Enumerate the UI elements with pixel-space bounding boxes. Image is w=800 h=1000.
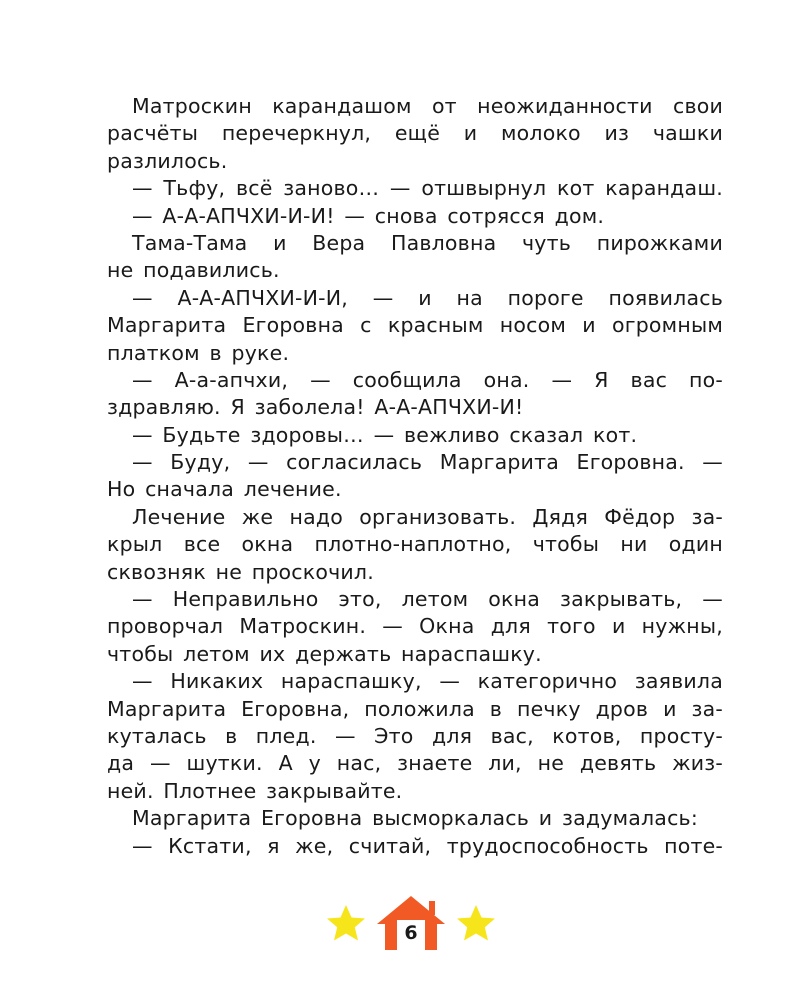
text-line: Маргарита Егоровна с красным носом и огромным: [107, 313, 723, 338]
text-line: — Никаких нараспашку, — категорично заявила: [132, 669, 723, 694]
text-line: Маргарита Егоровна, положила в печку дров и за-: [107, 696, 723, 721]
text-line: да — шутки. А у нас, знаете ли, не девять жиз-: [107, 751, 723, 776]
text-line: расчёты перечеркнул, ещё и молоко из чашки: [107, 121, 723, 146]
star-icon: [457, 905, 495, 941]
text-line: — Кстати, я же, считай, трудоспособность поте-: [132, 833, 723, 858]
text-line: чтобы летом их держать нараспашку.: [107, 641, 542, 666]
text-line: — Буду, — согласилась Маргарита Егоровна. —: [132, 450, 723, 475]
text-line: здравляю. Я заболела! А-А-АПЧХИ-И!: [107, 395, 524, 420]
text-line: Лечение же надо организовать. Дядя Фёдор за-: [132, 504, 723, 529]
text-line: разлилось.: [107, 148, 228, 173]
text-line: — Тьфу, всё заново… — отшвырнул кот карандаш.: [132, 176, 723, 201]
text-line: крыл все окна плотно-наплотно, чтобы ни один: [107, 532, 723, 557]
footer-ornament: [318, 890, 504, 960]
text-line: Маргарита Егоровна высморкалась и задумалась:: [132, 806, 698, 831]
page-text: [107, 93, 723, 860]
text-line: проворчал Матроскин. — Окна для того и нужны,: [107, 614, 723, 639]
text-line: — А-А-АПЧХИ-И-И! — снова сотрясся дом.: [132, 203, 605, 228]
text-line: — Неправильно это, летом окна закрывать, —: [132, 587, 723, 612]
text-line: Тама-Тама и Вера Павловна чуть пирожками: [132, 230, 723, 255]
house-icon: [377, 896, 445, 950]
text-line: Но сначала лечение.: [107, 477, 342, 502]
text-line: куталась в плед. — Это для вас, котов, просту-: [107, 723, 723, 748]
text-line: — Будьте здоровы… — вежливо сказал кот.: [132, 422, 638, 447]
text-line: Матроскин карандашом от неожиданности свои: [132, 94, 723, 118]
text-line: не подавились.: [107, 258, 280, 283]
text-line: сквозняк не проскочил.: [107, 559, 374, 584]
page-footer: [0, 890, 800, 960]
page-number: 6: [404, 922, 418, 944]
text-line: ней. Плотнее закрывайте.: [107, 778, 403, 803]
star-icon: [327, 905, 365, 941]
text-line: платком в руке.: [107, 340, 290, 365]
text-line: — А-А-АПЧХИ-И-И, — и на пороге появилась: [132, 285, 723, 310]
text-line: — А-а-апчхи, — сообщила она. — Я вас по-: [132, 367, 723, 392]
